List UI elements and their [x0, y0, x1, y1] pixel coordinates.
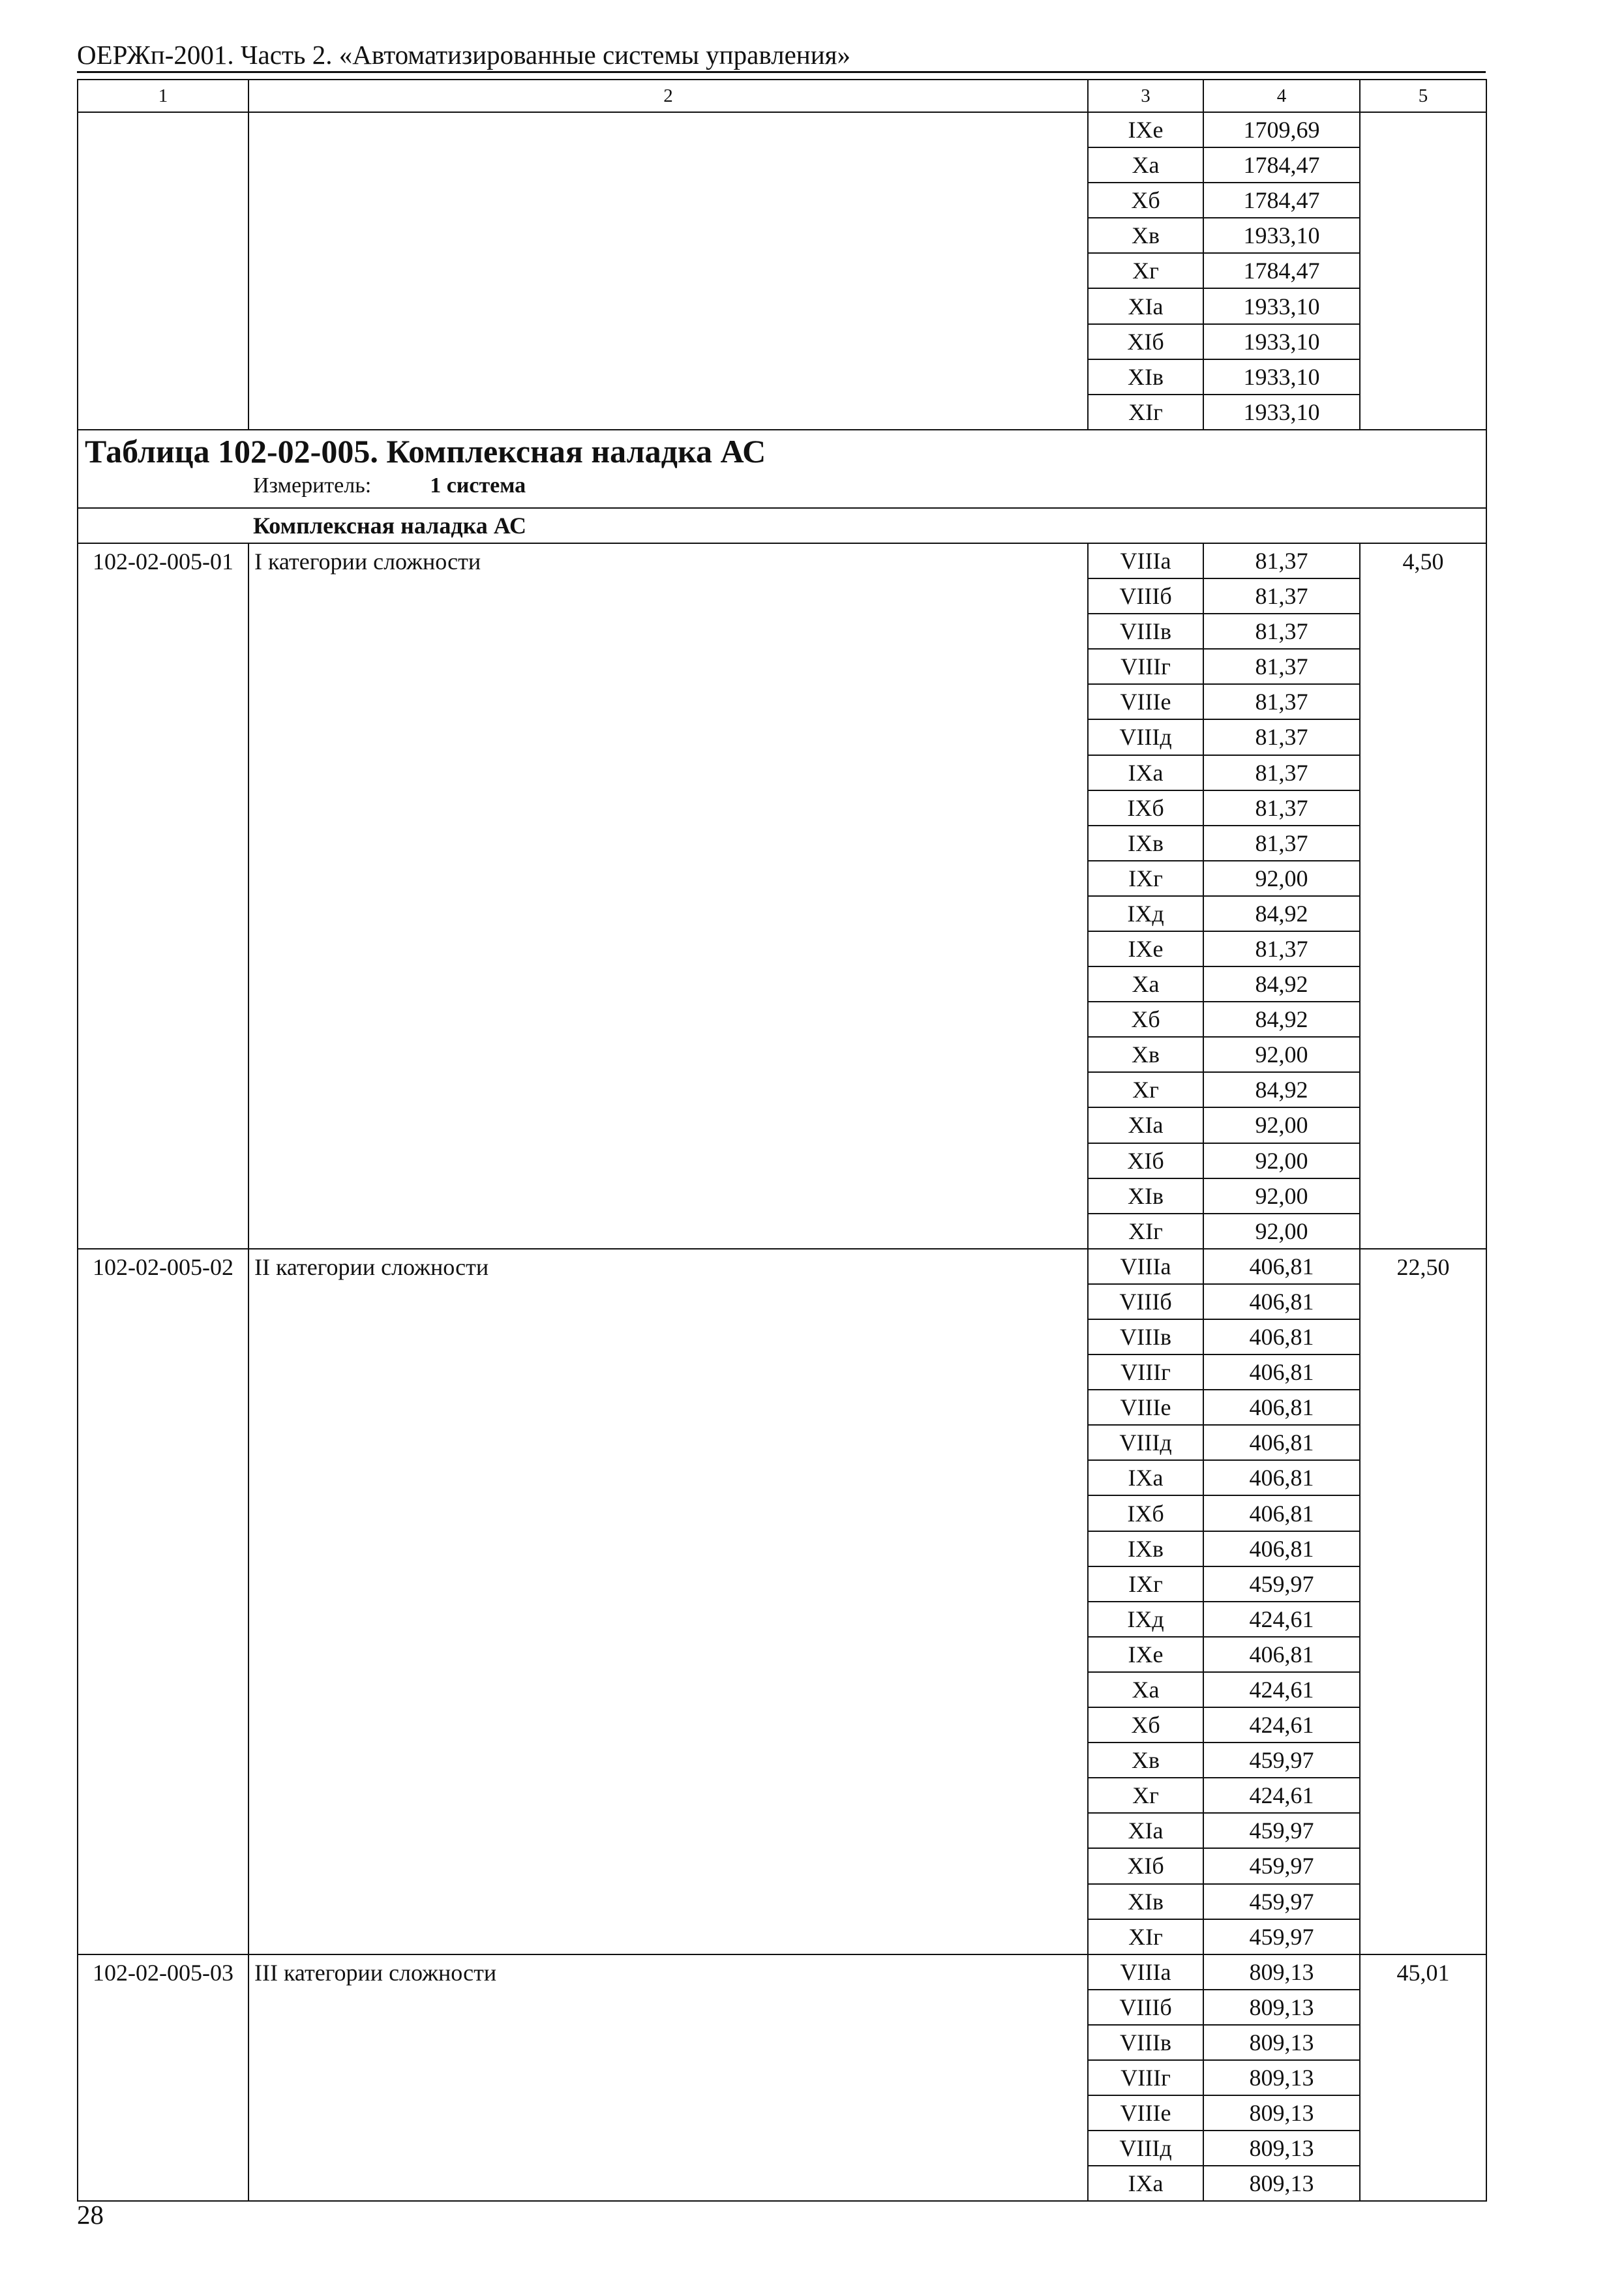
- category-cell: Xа: [1088, 147, 1203, 183]
- price-cell: 1933,10: [1203, 218, 1360, 253]
- table-title-cell: [78, 430, 1486, 508]
- page-number: 28: [77, 2200, 104, 2230]
- category-cell: XIв: [1088, 1178, 1203, 1214]
- price-cell: 84,92: [1203, 896, 1360, 931]
- category-cell: IXб: [1088, 790, 1203, 826]
- price-cell: 459,97: [1203, 1919, 1360, 1954]
- category-cell: Xв: [1088, 218, 1203, 253]
- item-code: 102-02-005-03: [78, 1954, 248, 2202]
- item-name: III категории сложности: [248, 1954, 1088, 2202]
- price-cell: 809,13: [1203, 2166, 1360, 2201]
- price-cell: 81,37: [1203, 578, 1360, 614]
- category-cell: XIб: [1088, 1848, 1203, 1883]
- category-cell: VIIIа: [1088, 1249, 1203, 1284]
- price-cell: 1933,10: [1203, 288, 1360, 323]
- extra-cell: [1360, 112, 1486, 430]
- price-cell: 809,13: [1203, 2095, 1360, 2131]
- category-cell: XIб: [1088, 324, 1203, 359]
- page-header: ОЕРЖп-2001. Часть 2. «Автоматизированные системы управления»: [77, 40, 851, 70]
- measure-line: [253, 475, 1486, 497]
- price-cell: 92,00: [1203, 1037, 1360, 1072]
- column-number-row: [78, 80, 1486, 112]
- item-col5: 22,50: [1360, 1249, 1486, 1954]
- category-cell: IXа: [1088, 1460, 1203, 1495]
- price-cell: 809,13: [1203, 1954, 1360, 1990]
- column-number: 5: [1360, 80, 1486, 112]
- price-cell: 406,81: [1203, 1531, 1360, 1566]
- price-cell: 406,81: [1203, 1319, 1360, 1354]
- measure-value: 1 система: [430, 473, 526, 498]
- category-cell: IXе: [1088, 112, 1203, 147]
- category-cell: IXг: [1088, 1566, 1203, 1602]
- category-cell: Xб: [1088, 1707, 1203, 1743]
- category-cell: VIIIб: [1088, 1990, 1203, 2025]
- category-cell: IXг: [1088, 861, 1203, 896]
- table-row: [78, 543, 1486, 578]
- price-cell: 1784,47: [1203, 253, 1360, 288]
- category-cell: IXе: [1088, 931, 1203, 966]
- price-cell: 81,37: [1203, 543, 1360, 578]
- price-cell: 84,92: [1203, 1072, 1360, 1107]
- code-cell: [78, 112, 248, 430]
- category-cell: XIб: [1088, 1143, 1203, 1178]
- price-cell: 459,97: [1203, 1848, 1360, 1883]
- category-cell: Xв: [1088, 1037, 1203, 1072]
- category-cell: XIг: [1088, 395, 1203, 430]
- price-cell: 1784,47: [1203, 183, 1360, 218]
- price-cell: 406,81: [1203, 1637, 1360, 1672]
- category-cell: XIа: [1088, 1107, 1203, 1143]
- category-cell: XIг: [1088, 1214, 1203, 1249]
- category-cell: VIIIб: [1088, 1284, 1203, 1319]
- category-cell: IXв: [1088, 826, 1203, 861]
- price-cell: 92,00: [1203, 1107, 1360, 1143]
- category-cell: Xб: [1088, 1002, 1203, 1037]
- item-col5: 4,50: [1360, 543, 1486, 1249]
- category-cell: VIIIг: [1088, 1354, 1203, 1390]
- description-cell: [248, 112, 1088, 430]
- price-cell: 459,97: [1203, 1813, 1360, 1848]
- category-cell: XIв: [1088, 359, 1203, 395]
- price-cell: 424,61: [1203, 1672, 1360, 1707]
- price-cell: 406,81: [1203, 1390, 1360, 1425]
- section-row: [78, 508, 1486, 543]
- price-cell: 1709,69: [1203, 112, 1360, 147]
- category-cell: VIIIг: [1088, 649, 1203, 684]
- price-cell: 406,81: [1203, 1460, 1360, 1495]
- price-cell: 1933,10: [1203, 359, 1360, 395]
- category-cell: VIIIв: [1088, 614, 1203, 649]
- category-cell: VIIIд: [1088, 1425, 1203, 1460]
- item-code: 102-02-005-02: [78, 1249, 248, 1954]
- price-cell: 92,00: [1203, 1143, 1360, 1178]
- item-name: II категории сложности: [248, 1249, 1088, 1954]
- price-cell: 92,00: [1203, 1178, 1360, 1214]
- category-cell: VIIIг: [1088, 2060, 1203, 2095]
- category-cell: IXв: [1088, 1531, 1203, 1566]
- category-cell: VIIIе: [1088, 684, 1203, 719]
- price-cell: 81,37: [1203, 826, 1360, 861]
- price-cell: 92,00: [1203, 861, 1360, 896]
- category-cell: IXд: [1088, 896, 1203, 931]
- category-cell: Xб: [1088, 183, 1203, 218]
- item-col5: 45,01: [1360, 1954, 1486, 2202]
- category-cell: Xа: [1088, 1672, 1203, 1707]
- category-cell: Xг: [1088, 1072, 1203, 1107]
- category-cell: VIIIа: [1088, 543, 1203, 578]
- price-cell: 406,81: [1203, 1284, 1360, 1319]
- price-cell: 809,13: [1203, 2131, 1360, 2166]
- table-title: Таблица 102-02-005. Комплексная наладка АС: [85, 432, 766, 470]
- category-cell: IXд: [1088, 1602, 1203, 1637]
- price-cell: 809,13: [1203, 2025, 1360, 2060]
- price-cell: 81,37: [1203, 684, 1360, 719]
- table-row: [78, 1249, 1486, 1284]
- section-title: Комплексная наладка АС: [78, 508, 1486, 543]
- category-cell: VIIIе: [1088, 1390, 1203, 1425]
- price-cell: 459,97: [1203, 1884, 1360, 1919]
- price-cell: 81,37: [1203, 790, 1360, 826]
- column-number: 3: [1088, 80, 1203, 112]
- price-cell: 1784,47: [1203, 147, 1360, 183]
- category-cell: VIIIв: [1088, 1319, 1203, 1354]
- category-cell: XIв: [1088, 1884, 1203, 1919]
- price-cell: 459,97: [1203, 1743, 1360, 1778]
- category-cell: VIIIб: [1088, 578, 1203, 614]
- category-cell: VIIIв: [1088, 2025, 1203, 2060]
- price-cell: 459,97: [1203, 1566, 1360, 1602]
- price-cell: 424,61: [1203, 1707, 1360, 1743]
- price-cell: 424,61: [1203, 1602, 1360, 1637]
- price-cell: 81,37: [1203, 649, 1360, 684]
- category-cell: VIIIа: [1088, 1954, 1203, 1990]
- table-row: [78, 1954, 1486, 1990]
- rates-table: [77, 79, 1487, 2202]
- category-cell: Xг: [1088, 253, 1203, 288]
- category-cell: Xа: [1088, 966, 1203, 1002]
- price-cell: 809,13: [1203, 1990, 1360, 2025]
- price-cell: 81,37: [1203, 719, 1360, 755]
- price-cell: 1933,10: [1203, 395, 1360, 430]
- category-cell: IXа: [1088, 2166, 1203, 2201]
- category-cell: VIIIе: [1088, 2095, 1203, 2131]
- price-cell: 424,61: [1203, 1778, 1360, 1813]
- column-number: 1: [78, 80, 248, 112]
- price-cell: 406,81: [1203, 1354, 1360, 1390]
- category-cell: Xг: [1088, 1778, 1203, 1813]
- category-cell: XIа: [1088, 1813, 1203, 1848]
- price-cell: 1933,10: [1203, 324, 1360, 359]
- category-cell: VIIIд: [1088, 2131, 1203, 2166]
- category-cell: IXб: [1088, 1495, 1203, 1531]
- price-cell: 406,81: [1203, 1249, 1360, 1284]
- category-cell: Xв: [1088, 1743, 1203, 1778]
- category-cell: IXе: [1088, 1637, 1203, 1672]
- column-number: 2: [248, 80, 1088, 112]
- table-row: [78, 112, 1486, 147]
- category-cell: XIг: [1088, 1919, 1203, 1954]
- table-title-row: [78, 430, 1486, 508]
- category-cell: IXа: [1088, 755, 1203, 790]
- header-rule: [77, 71, 1486, 73]
- price-cell: 81,37: [1203, 931, 1360, 966]
- column-number: 4: [1203, 80, 1360, 112]
- item-name: I категории сложности: [248, 543, 1088, 1249]
- rates-table-body: [78, 80, 1486, 2201]
- price-cell: 84,92: [1203, 966, 1360, 1002]
- item-code: 102-02-005-01: [78, 543, 248, 1249]
- price-cell: 84,92: [1203, 1002, 1360, 1037]
- category-cell: VIIIд: [1088, 719, 1203, 755]
- measure-label: Измеритель:: [253, 473, 372, 498]
- price-cell: 92,00: [1203, 1214, 1360, 1249]
- price-cell: 81,37: [1203, 614, 1360, 649]
- price-cell: 809,13: [1203, 2060, 1360, 2095]
- price-cell: 406,81: [1203, 1495, 1360, 1531]
- price-cell: 406,81: [1203, 1425, 1360, 1460]
- price-cell: 81,37: [1203, 755, 1360, 790]
- category-cell: XIа: [1088, 288, 1203, 323]
